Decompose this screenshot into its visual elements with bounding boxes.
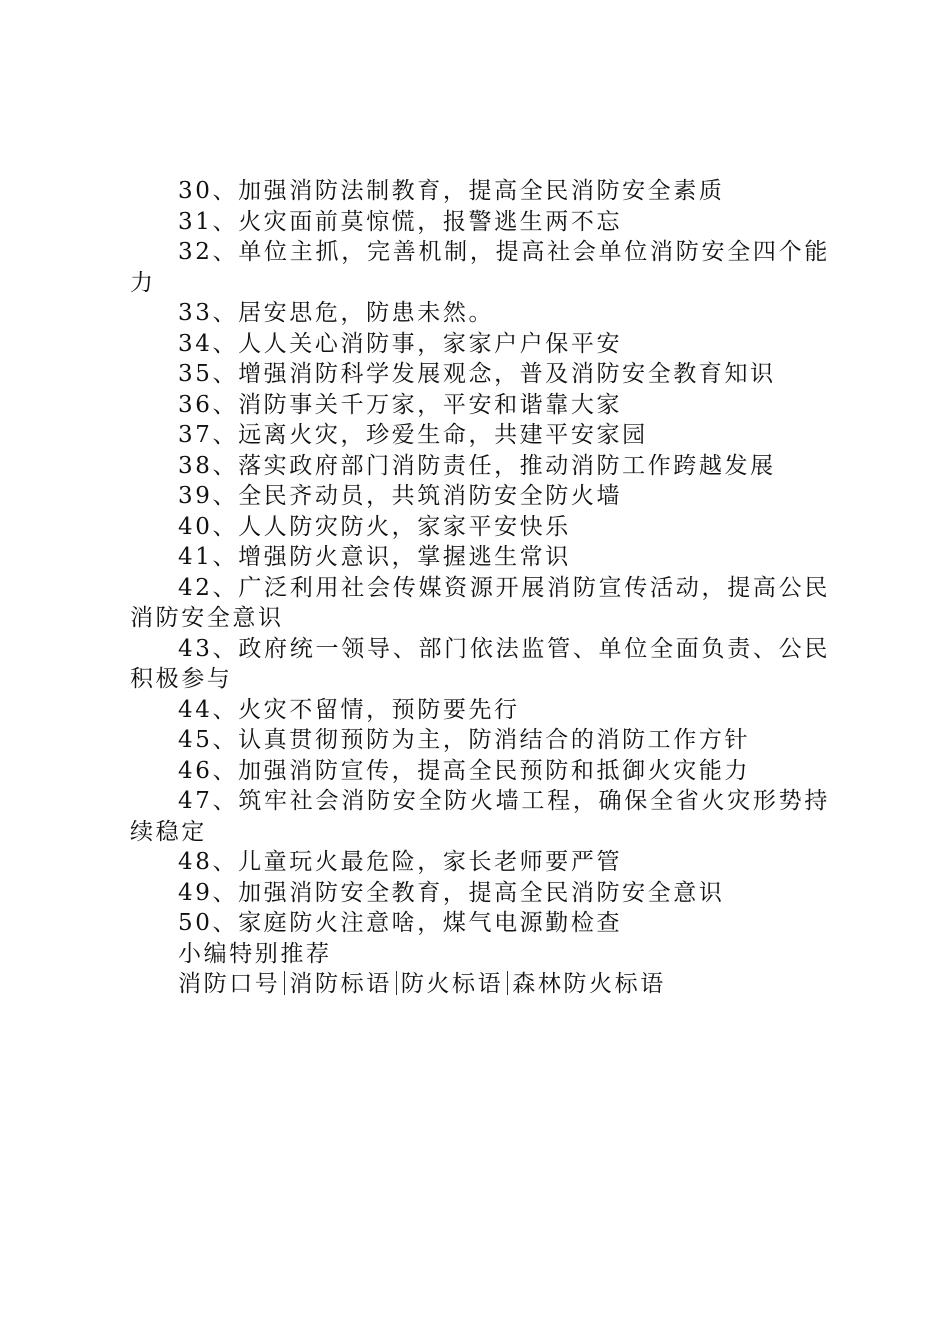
slogan-item: 40、人人防灾防火，家家平安快乐: [178, 513, 571, 540]
slogan-item: 42、广泛利用社会传媒资源开展消防宣传活动，提高公民消防安全意识: [130, 574, 830, 631]
slogan-item: 49、加强消防安全教育，提高全民消防安全意识: [178, 879, 725, 906]
slogan-item: 31、火灾面前莫惊慌，报警逃生两不忘: [178, 208, 623, 235]
slogan-item: 48、儿童玩火最危险，家长老师要严管: [178, 849, 623, 875]
recommend-link-fire-prevention-banners[interactable]: 防火标语: [400, 971, 504, 997]
slogan-item: 45、认真贯彻预防为主，防消结合的消防工作方针: [178, 727, 751, 753]
slogan-item: 32、单位主抓，完善机制，提高社会单位消防安全四个能力: [130, 239, 830, 296]
slogan-item: 36、消防事关千万家，平安和谐靠大家: [178, 391, 623, 418]
slogan-item: 46、加强消防宣传，提高全民预防和抵御火灾能力: [178, 757, 751, 784]
slogan-item: 33、居安思危，防患未然。: [178, 300, 495, 326]
slogan-item: 35、增强消防科学发展观念，普及消防安全教育知识: [178, 361, 776, 387]
recommend-heading: 小编特别推荐: [178, 940, 332, 967]
slogan-item: 43、政府统一领导、部门依法监管、单位全面负责、公民积极参与: [130, 635, 830, 692]
slogan-item: 39、全民齐动员，共筑消防安全防火墙: [178, 483, 623, 509]
slogan-item: 38、落实政府部门消防责任，推动消防工作跨越发展: [178, 452, 776, 479]
slogan-item: 41、增强防火意识，掌握逃生常识: [178, 544, 571, 570]
slogan-item: 50、家庭防火注意啥，煤气电源勤检查: [178, 910, 623, 936]
link-separator: [507, 971, 508, 995]
document-body: [130, 176, 830, 1000]
slogan-item: 47、筑牢社会消防安全防火墙工程，确保全省火灾形势持续稳定: [130, 788, 830, 845]
slogan-item: 37、远离火灾，珍爱生命，共建平安家园: [178, 422, 648, 448]
slogan-item: 34、人人关心消防事，家家户户保平安: [178, 330, 623, 357]
recommend-link-fire-slogans[interactable]: 消防口号: [178, 971, 281, 997]
link-separator: [396, 971, 397, 995]
recommend-link-fire-banners[interactable]: 消防标语: [289, 971, 392, 997]
recommend-links: [130, 969, 830, 1000]
slogan-item: 44、火灾不留情，预防要先行: [178, 696, 520, 723]
link-separator: [284, 971, 285, 995]
recommend-link-forest-fire-banners[interactable]: 森林防火标语: [512, 971, 666, 997]
slogan-item: 30、加强消防法制教育，提高全民消防安全素质: [178, 178, 725, 204]
